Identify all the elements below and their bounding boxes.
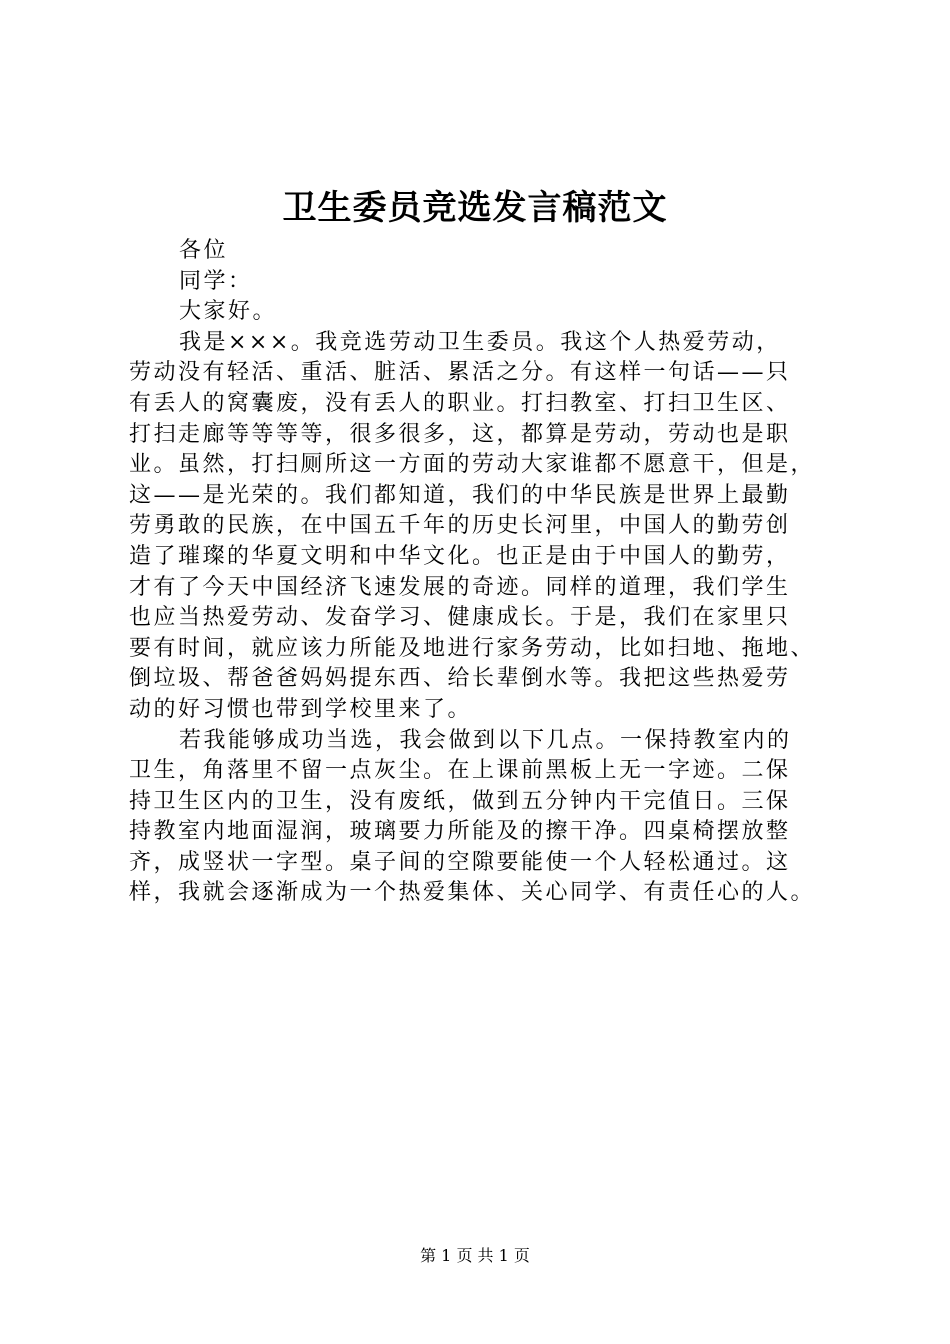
paragraph-1-line: 劳勇敢的民族，在中国五千年的历史长河里，中国人的勤劳创: [129, 513, 791, 539]
paragraph-1-line: 业。虽然，打扫厕所这一方面的劳动大家谁都不愿意干，但是，: [129, 452, 816, 478]
paragraph-1-line: 造了璀璨的华夏文明和中华文化。也正是由于中国人的勤劳，: [129, 543, 791, 569]
paragraph-1-line: 劳动没有轻活、重活、脏活、累活之分。有这样一句话——只: [129, 360, 791, 386]
paragraph-2-line: 样，我就会逐渐成为一个热爱集体、关心同学、有责任心的人。: [129, 880, 816, 906]
document-title: 卫生委员竞选发言稿范文: [282, 188, 668, 228]
paragraph-1-line: 也应当热爱劳动、发奋学习、健康成长。于是，我们在家里只: [129, 605, 791, 631]
page-footer: 第 1 页 共 1 页: [420, 1246, 530, 1265]
greeting-line: 大家好。: [179, 299, 278, 325]
document-body: [129, 236, 829, 909]
paragraph-1-line: 倒垃圾、帮爸爸妈妈提东西、给长辈倒水等。我把这些热爱劳: [129, 666, 791, 692]
paragraph-1-line: 才有了今天中国经济飞速发展的奇迹。同样的道理，我们学生: [129, 574, 791, 600]
salutation-line: 各位: [179, 238, 229, 263]
paragraph-1-line: 我是×××。我竞选劳动卫生委员。我这个人热爱劳动，: [179, 329, 781, 355]
paragraph-1-line: 打扫走廊等等等等，很多很多，这，都算是劳动，劳动也是职: [129, 421, 791, 447]
paragraph-1-line: 要有时间，就应该力所能及地进行家务劳动，比如扫地、拖地、: [129, 635, 816, 661]
paragraph-1-line: 这——是光荣的。我们都知道，我们的中华民族是世界上最勤: [129, 482, 791, 508]
salutation-line: 同学：: [179, 268, 253, 294]
paragraph-2-line: 持卫生区内的卫生，没有废纸，做到五分钟内干完值日。三保: [129, 788, 791, 814]
paragraph-2-line: 卫生，角落里不留一点灰尘。在上课前黑板上无一字迹。二保: [129, 758, 791, 784]
paragraph-1-line: 动的好习惯也带到学校里来了。: [129, 696, 473, 722]
paragraph-1-line: 有丢人的窝囊废，没有丢人的职业。打扫教室、打扫卫生区、: [129, 390, 791, 416]
paragraph-2-line: 若我能够成功当选，我会做到以下几点。一保持教室内的: [179, 727, 792, 753]
paragraph-2-line: 齐，成竖状一字型。桌子间的空隙要能使一个人轻松通过。这: [129, 849, 791, 875]
paragraph-2-line: 持教室内地面湿润，玻璃要力所能及的擦干净。四桌椅摆放整: [129, 819, 791, 845]
